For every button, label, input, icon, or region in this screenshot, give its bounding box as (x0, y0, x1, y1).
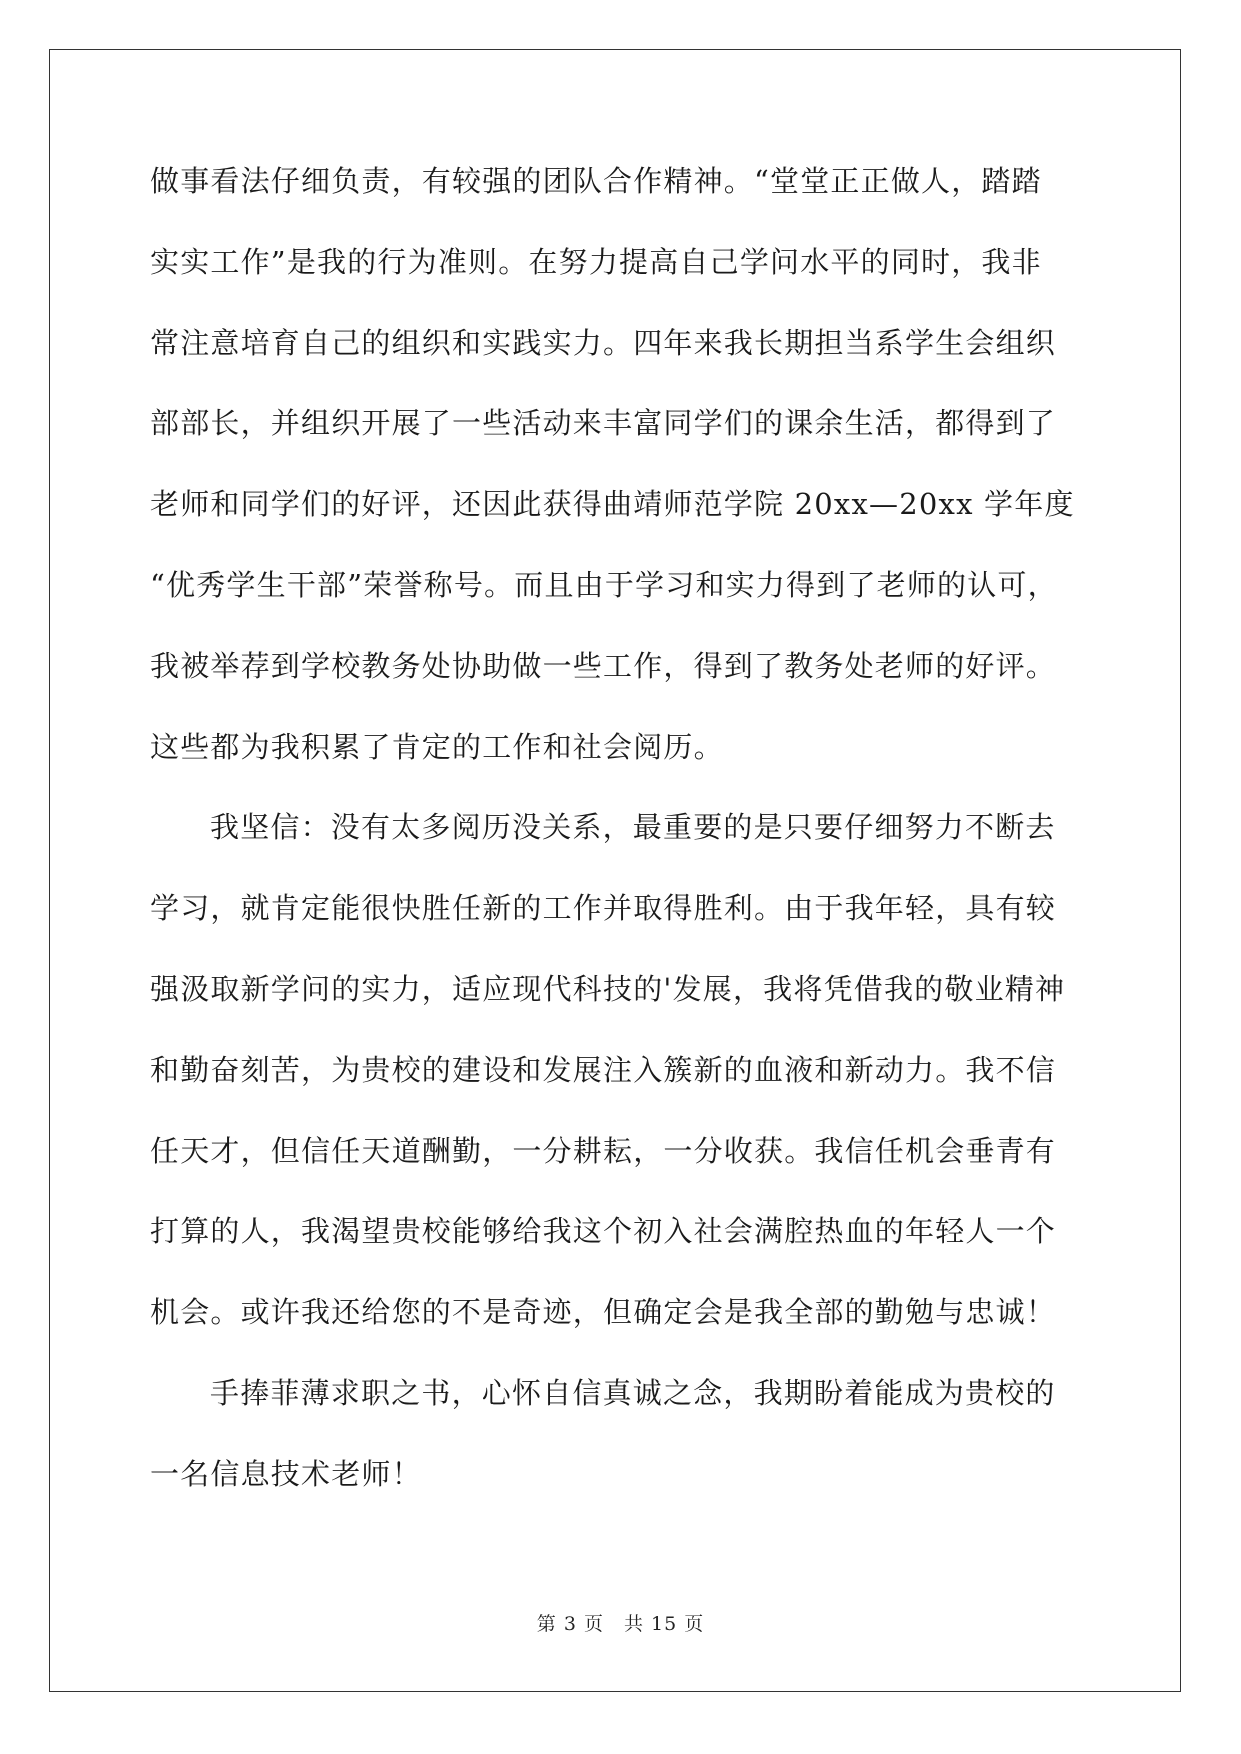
text-line: 这些都为我积累了肯定的工作和社会阅历。 (150, 729, 724, 764)
text-line: “优秀学生干部”荣誉称号。而且由于学习和实力得到了老师的认可， (150, 567, 1058, 602)
text-line: 实实工作”是我的行为准则。在努力提高自己学问水平的同时，我非 (150, 244, 1042, 279)
document-body (150, 152, 1088, 1526)
text-line: 我被举荐到学校教务处协助做一些工作，得到了教务处老师的好评。 (150, 648, 1057, 683)
text-line: 机会。或许我还给您的不是奇迹，但确定会是我全部的勤勉与忠诚！ (150, 1295, 1057, 1330)
text-line: 一名信息技术老师！ (150, 1456, 422, 1491)
text-line: 学习，就肯定能很快胜任新的工作并取得胜利。由于我年轻，具有较 (150, 891, 1057, 926)
text-line: 部部长，并组织开展了一些活动来丰富同学们的课余生活，都得到了 (150, 406, 1057, 441)
page-number-footer: 第 3 页 共 15 页 (536, 1613, 705, 1635)
text-line: 老师和同学们的好评，还因此获得曲靖师范学院 20xx—20xx 学年度 (150, 487, 1075, 522)
paragraph-start-line: 手捧菲薄求职之书，心怀自信真诚之念，我期盼着能成为贵校的 (210, 1375, 1056, 1410)
text-line: 强汲取新学问的实力，适应现代科技的'发展，我将凭借我的敬业精神 (150, 971, 1066, 1006)
paragraph-start-line: 我坚信：没有太多阅历没关系，最重要的是只要仔细努力不断去 (210, 810, 1056, 845)
text-line: 打算的人，我渴望贵校能够给我这个初入社会满腔热血的年轻人一个 (150, 1214, 1057, 1249)
text-line: 任天才，但信任天道酬勤，一分耕耘，一分收获。我信任机会垂青有 (150, 1133, 1057, 1168)
text-line: 和勤奋刻苦，为贵校的建设和发展注入簇新的血液和新动力。我不信 (150, 1052, 1057, 1087)
text-line: 做事看法仔细负责，有较强的团队合作精神。“堂堂正正做人，踏踏 (150, 164, 1042, 198)
text-line: 常注意培育自己的组织和实践实力。四年来我长期担当系学生会组织 (150, 325, 1057, 360)
